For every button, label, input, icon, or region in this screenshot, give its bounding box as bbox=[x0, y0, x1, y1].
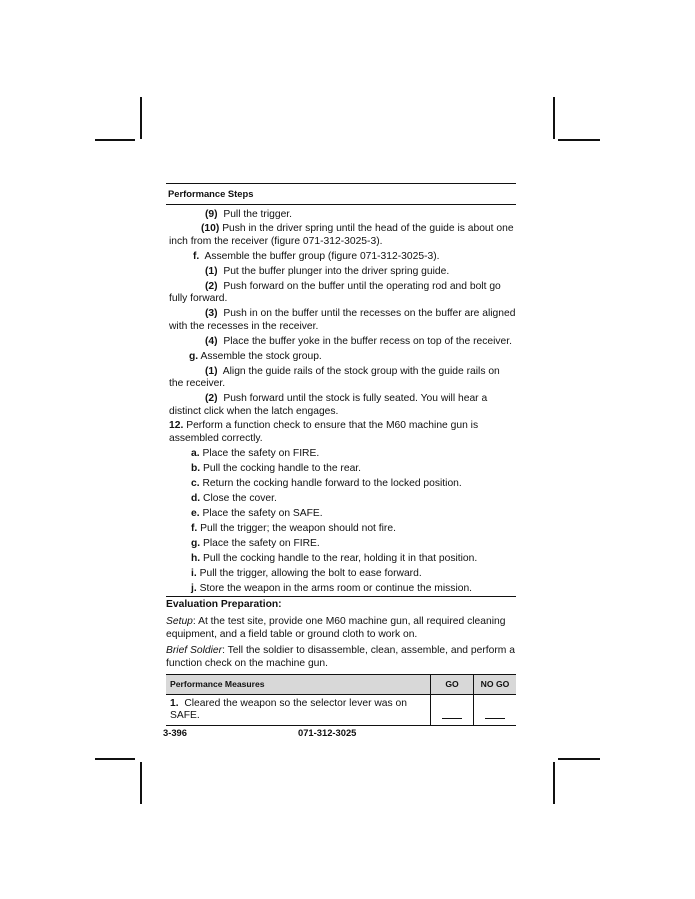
nogo-blank bbox=[474, 694, 517, 725]
crop-mark bbox=[140, 97, 142, 139]
function-check-item: g. Place the safety on FIRE. bbox=[191, 537, 320, 549]
step-item: f. Assemble the buffer group (figure 071-312-3025-3). bbox=[193, 250, 440, 262]
measure-text: 1. Cleared the weapon so the selector lever was on SAFE. bbox=[166, 694, 431, 725]
crop-mark bbox=[95, 139, 135, 141]
function-check-item: j. Store the weapon in the arms room or continue the mission. bbox=[191, 582, 473, 594]
step-item: (4) Place the buffer yoke in the buffer recess on top of the receiver. bbox=[205, 335, 513, 347]
step-item: (9) Pull the trigger. bbox=[205, 208, 293, 220]
evaluation-title: Evaluation Preparation: bbox=[166, 599, 282, 611]
step-item: (10) Push in the driver spring until the head of the guide is about one inch from the receiver (figure 071-312-3025-3). bbox=[169, 223, 514, 248]
page-number: 3-396 bbox=[163, 727, 187, 738]
table-header-row bbox=[166, 675, 516, 695]
nogo-header: NO GO bbox=[474, 675, 517, 695]
step-item: 12. Perform a function check to ensure that the M60 machine gun is assembled correctly. bbox=[169, 420, 479, 445]
step-item: (2) Push forward until the stock is fully seated. You will hear a distinct click when the latch engages. bbox=[169, 392, 488, 417]
evaluation-brief: Brief Soldier: Tell the soldier to disassemble, clean, assemble, and perform a function check on the machine gun. bbox=[166, 645, 515, 669]
task-number: 071-312-3025 bbox=[298, 727, 357, 738]
function-check-item: b. Pull the cocking handle to the rear. bbox=[191, 462, 362, 474]
go-blank bbox=[431, 694, 474, 725]
go-header: GO bbox=[431, 675, 474, 695]
crop-mark bbox=[553, 762, 555, 804]
step-item: g. Assemble the stock group. bbox=[189, 350, 322, 362]
function-check-item: i. Pull the trigger, allowing the bolt to ease forward. bbox=[191, 567, 422, 579]
crop-mark bbox=[140, 762, 142, 804]
function-check-item: d. Close the cover. bbox=[191, 492, 277, 504]
performance-steps-header: Performance Steps bbox=[168, 188, 254, 199]
function-check-item: e. Place the safety on SAFE. bbox=[191, 507, 323, 519]
function-check-item: a. Place the safety on FIRE. bbox=[191, 447, 320, 459]
step-item: (1) Align the guide rails of the stock group with the guide rails on the receiver. bbox=[169, 365, 500, 390]
step-item: (2) Push forward on the buffer until the operating rod and bolt go fully forward. bbox=[169, 280, 501, 305]
crop-mark bbox=[558, 139, 600, 141]
measures-header: Performance Measures bbox=[166, 675, 431, 695]
page-content bbox=[166, 183, 516, 726]
performance-measures-table bbox=[166, 674, 516, 726]
crop-mark bbox=[558, 758, 600, 760]
step-item: (1) Put the buffer plunger into the driver spring guide. bbox=[205, 265, 450, 277]
crop-mark bbox=[95, 758, 135, 760]
evaluation-setup: Setup: At the test site, provide one M60 machine gun, all required cleaning equipment, and a field table or ground cloth to work on. bbox=[166, 616, 506, 640]
performance-steps bbox=[166, 205, 516, 596]
step-item: (3) Push in on the buffer until the recesses on the buffer are aligned with the recesses in the receiver. bbox=[169, 308, 516, 332]
crop-mark bbox=[553, 97, 555, 139]
function-check-item: c. Return the cocking handle forward to the locked position. bbox=[191, 477, 462, 489]
table-row bbox=[166, 694, 516, 725]
function-check-item: f. Pull the trigger; the weapon should not fire. bbox=[191, 522, 396, 534]
function-check-item: h. Pull the cocking handle to the rear, holding it in that position. bbox=[191, 552, 478, 564]
